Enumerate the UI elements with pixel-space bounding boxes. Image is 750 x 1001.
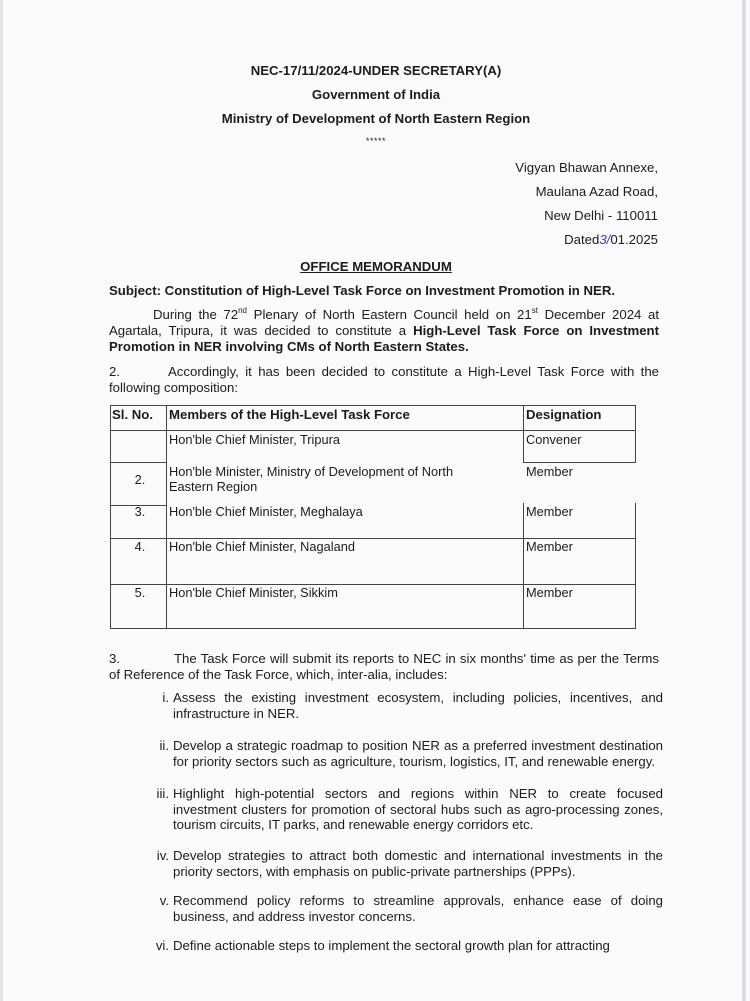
address-line-2: Maulana Azad Road, xyxy=(535,184,658,199)
government-heading: Government of India xyxy=(311,87,441,102)
paragraph-number: 3. xyxy=(109,651,120,666)
table-row-4-designation: Member xyxy=(526,539,573,554)
table-row-3-designation: Member xyxy=(526,504,573,519)
table-row-2-designation: Member xyxy=(526,464,573,479)
date-value: 01.2025 xyxy=(610,232,658,247)
table-row-2-sl: 2. xyxy=(134,472,146,487)
table-row-1-designation: Convener xyxy=(526,432,582,447)
handwritten-day: 3/ xyxy=(599,232,611,247)
paragraph-1: During the 72nd Plenary of North Eastern Council held on 21st December 2024 at Agartala, Tripura, it was decided to constitute a High-Level Task Force on Investment Promotion in NER involving CMs of North Eastern States. xyxy=(109,305,659,354)
term-item-4: iv. Develop strategies to attract both domestic and international investments in the priority sectors, with emphasis on public-private partnerships (PPPs). xyxy=(156,848,663,879)
file-number: NEC-17/11/2024-UNDER SECRETARY(A) xyxy=(250,63,502,78)
term-item-3: iii. Highlight high-potential sectors and regions within NER to create focused investment clusters for promotion of sectoral hubs such as agro-processing zones, tourism circuits, IT parks, and renewable energy corridors etc. xyxy=(156,786,663,833)
paragraph-2: 2. Accordingly, it has been decided to constitute a High-Level Task Force with the following composition: xyxy=(109,364,659,395)
term-item-5: v. Recommend policy reforms to streamline approvals, enhance ease of doing business, and address investor concerns. xyxy=(159,893,663,924)
address-line-3: New Delhi - 110011 xyxy=(544,208,658,223)
ministry-heading: Ministry of Development of North Eastern Region xyxy=(221,111,531,126)
table-row-4-member: Hon'ble Chief Minister, Nagaland xyxy=(169,539,355,554)
memo-title: OFFICE MEMORANDUM xyxy=(300,259,452,274)
date-label: Dated xyxy=(564,232,600,247)
table-header-designation: Designation xyxy=(526,407,602,422)
address-line-1: Vigyan Bhawan Annexe, xyxy=(515,160,658,175)
paragraph-3: 3. The Task Force will submit its reports to NEC in six months' time as per the Terms of Reference of the Task Force, which, inter-alia, includes: xyxy=(109,651,659,682)
term-item-1: i. Assess the existing investment ecosystem, including policies, incentives, and infrastructure in NER. xyxy=(162,690,663,721)
date-line xyxy=(564,232,658,247)
term-item-2: ii. Develop a strategic roadmap to position NER as a preferred investment destination for priority sectors such as agriculture, tourism, logistics, IT, and renewable energy. xyxy=(159,738,663,769)
term-item-6: vi. Define actionable steps to implement the sectoral growth plan for attracting xyxy=(155,938,610,953)
table-row-5-member: Hon'ble Chief Minister, Sikkim xyxy=(169,585,338,600)
table-header-members: Members of the High-Level Task Force xyxy=(169,407,410,422)
memo-subject: Subject: Constitution of High-Level Task Force on Investment Promotion in NER. xyxy=(109,283,616,298)
table-row-5-sl: 5. xyxy=(134,585,146,600)
table-row-4-sl: 4. xyxy=(134,539,146,554)
table-header-sl-no: Sl. No. xyxy=(112,407,154,422)
table-row-3-member: Hon'ble Chief Minister, Meghalaya xyxy=(169,504,363,519)
table-row-2-member-line-1: Hon'ble Minister, Ministry of Development of North xyxy=(169,464,454,479)
table-row-3-sl: 3. xyxy=(134,504,146,519)
table-row-1-member: Hon'ble Chief Minister, Tripura xyxy=(169,432,341,447)
paragraph-number: 2. xyxy=(109,364,120,379)
table-row-5-designation: Member xyxy=(526,585,573,600)
separator-stars: ***** xyxy=(365,136,386,146)
table-row-2-member-line-2: Eastern Region xyxy=(169,479,258,494)
